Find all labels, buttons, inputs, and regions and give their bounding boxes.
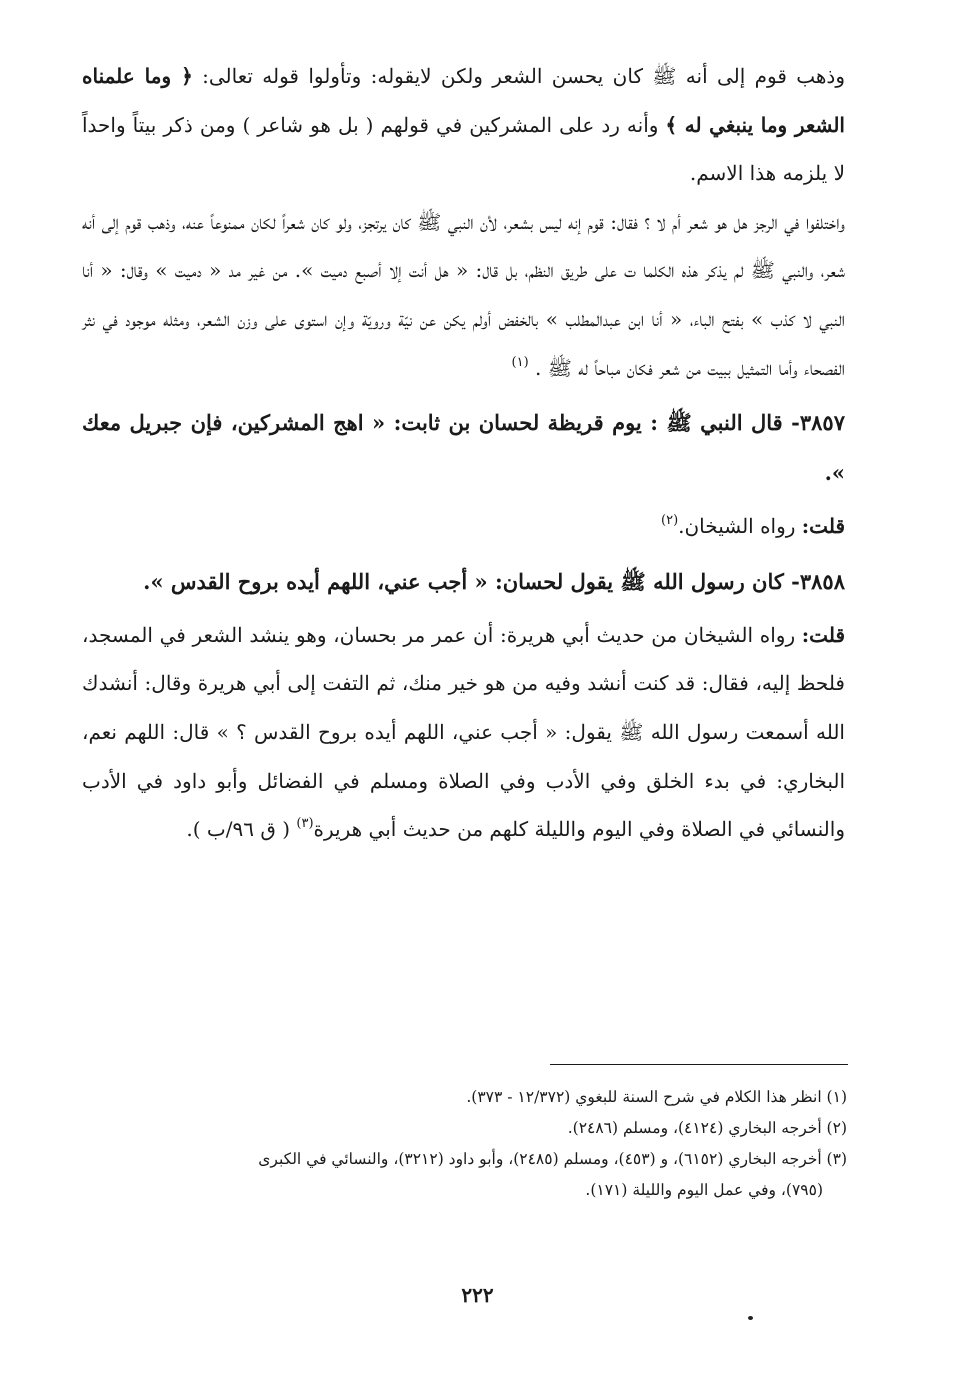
hadith-3858: ٣٨٥٨- كان رسول الله ﷺ يقول لحسان: « أجب عني، اللهم أيده بروح القدس ». xyxy=(143,568,845,594)
page-number: ٢٢٢ xyxy=(461,1283,494,1307)
comment-3857 xyxy=(82,502,845,551)
footnote-3: (٣) أخرجه البخاري (٦١٥٢)، و (٤٥٣)، ومسلم (٢٤٨٥)، وأبو داود (٣٢١٢)، والنسائي في الكبرى xyxy=(258,1150,847,1168)
footnotes xyxy=(82,1082,847,1206)
commentary-text: وذهب قوم إلى أنه ﷺ كان يحسن الشعر ولكن لايقوله: وتأولوا قوله تعالى: xyxy=(192,64,845,88)
footnote-ref: (١) xyxy=(511,354,529,370)
commentary-paragraph xyxy=(82,52,845,198)
comment-3858 xyxy=(82,611,845,854)
commentary-text: واختلفوا في الرجز هل هو شعر أم لا ؟ فقال: قوم إنه ليس بشعر، لأن النبي ﷺ كان يرتجز، ولو كان شعراً لكان ممنوعاً عنه، وذهب قوم إلى أنه شعر، والنبي ﷺ لم يذكر هذه الكلما ت على طريق النظم، بل قال: « هل أنت إلا أصبع دميت ». من غير مد « دميت » وقال: « أنا النبي لا كذب » بفتح الباء، « أنا ابن عبدالمطلب » بالخفض أولم يكن عن نيّة ورويّة وإن استوى على وزن الشعر، ومثله موجود في نثر الفصحاء وأما التمثيل ببيت من شعر فكان مباحاً له ﷺ . xyxy=(82,209,845,380)
footnote-separator xyxy=(550,1064,848,1065)
footnote-ref: (٣) xyxy=(296,816,314,832)
footnote-ref: (٢) xyxy=(661,513,679,529)
quran-quote: ﴿ وما علمناه الشعر وما ينبغي له ﴾ xyxy=(82,64,845,137)
comment-text: رواه الشيخان. xyxy=(678,514,802,539)
footnote-3-continued: (٧٩٥)، وفي عمل اليوم والليلة (١٧١). xyxy=(585,1181,823,1199)
qult-label: قلت: xyxy=(801,514,845,539)
footnote-2: (٢) أخرجه البخاري (٤١٢٤)، ومسلم (٢٤٨٦). xyxy=(567,1119,847,1137)
main-text xyxy=(82,52,845,854)
manuscript-ref: ( ق ٩٦/ب ). xyxy=(186,817,297,842)
comment-text: رواه الشيخان من حديث أبي هريرة: أن عمر مر بحسان، وهو ينشد الشعر في المسجد، فلحظ إليه، فقال: قد كنت أنشد وفيه من هو خير منك، ثم التفت إلى أبي هريرة وقال: أنشدك الله أسمعت رسول الله ﷺ يقول: « أجب عني، اللهم أيده بروح القدس ؟ » قال: اللهم نعم، البخاري: في بدء الخلق وفي الأدب وفي الصلاة ومسلم في الفضائل وأبو داود في الأدب والنسائي في الصلاة وفي اليوم والليلة كلهم من حديث أبي هريرة xyxy=(82,622,845,842)
commentary-paragraph xyxy=(82,198,845,392)
commentary-text: وأنه رد على المشركين في قولهم ( بل هو شاعر ) ومن ذكر بيتاً واحداً لا يلزمه هذا الاسم. xyxy=(82,112,845,186)
qult-label: قلت: xyxy=(801,622,845,647)
ink-speck xyxy=(748,1316,753,1320)
footnote-1: (١) انظر هذا الكلام في شرح السنة للبغوي (١٢/٣٧٢ - ٣٧٣). xyxy=(466,1088,847,1106)
hadith-3857: ٣٨٥٧- قال النبي ﷺ : يوم قريظة لحسان بن ثابت: « اهج المشركين، فإن جبريل معك ». xyxy=(82,410,845,486)
